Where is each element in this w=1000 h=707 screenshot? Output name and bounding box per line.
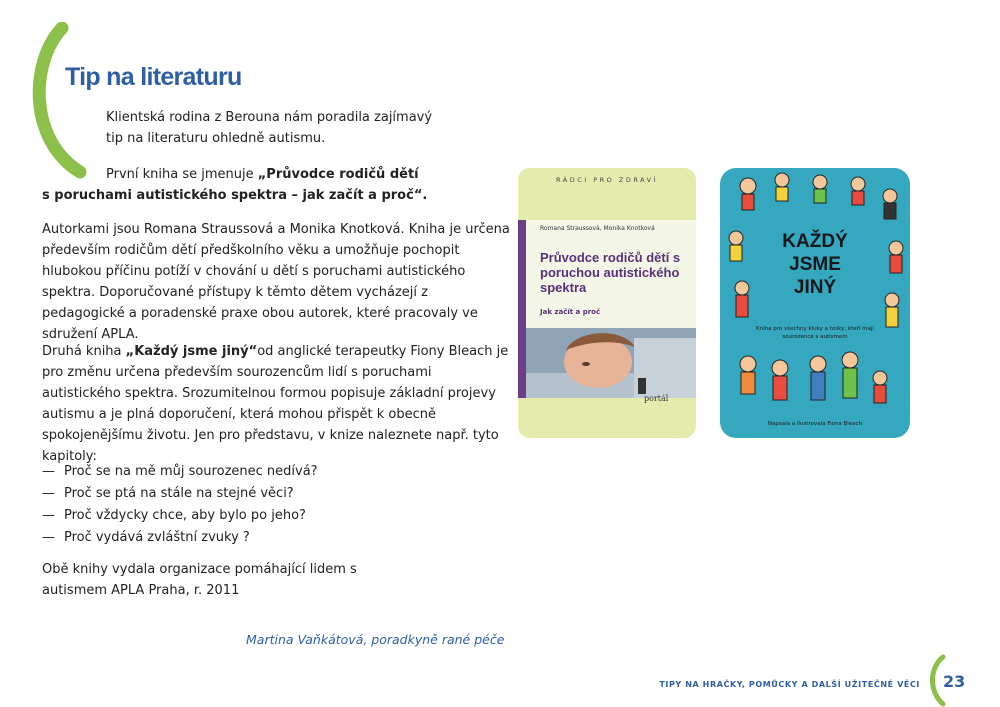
cartoon-figures-illustration — [720, 168, 910, 438]
list-dash: — — [42, 530, 55, 545]
book2-author-line: Napsala a ilustrovala Fiona Bleach — [767, 421, 863, 427]
author-signature: Martina Vaňkátová, poradkyně rané péče — [246, 632, 505, 647]
book2-title-line2: JSME — [789, 254, 841, 275]
book2-paragraph-prefix: Druhá kniha — [42, 344, 126, 359]
book1-publisher: portál — [644, 394, 669, 403]
book2-title-line3: JINÝ — [793, 277, 837, 298]
list-dash: — — [42, 508, 55, 523]
book1-sentence-line2 — [42, 185, 427, 206]
book1-cover-subtitle: Jak začít a proč — [540, 308, 601, 316]
book2-paragraph-rest: od anglické terapeutky Fiony Bleach je pro změnu určena především sourozencům lidí s poruchami autistického spektra. Srozumitelnou formou popisuje základní projevy autismu a je plná doporučení, která mohou přispět k obecně spokojenějšímu životu. Jen pro představu, v knize naleznete např. tyto kapitoly: — [42, 344, 509, 464]
book2-title: „Každý jsme jiný“ — [125, 344, 258, 359]
child-photo — [526, 328, 696, 398]
book2-cover-subtitle: Kniha pro všechny kluky a holky, kteří mají sourozence s autismem — [756, 326, 874, 340]
book1-cover — [518, 168, 696, 438]
closing-paragraph: Obě knihy vydala organizace pomáhající lidem s autismem APLA Praha, r. 2011 — [42, 562, 357, 598]
chapter-text: Proč se ptá na stále na stejné věci? — [64, 486, 294, 501]
book2-cover-title — [720, 230, 910, 299]
intro-paragraph: Klientská rodina z Berouna nám poradila zajímavý tip na literaturu ohledně autismu. — [106, 110, 433, 146]
chapter-list — [42, 461, 318, 549]
chapter-text: Proč vydává zvláštní zvuky ? — [64, 530, 250, 545]
page-number: 23 — [943, 672, 966, 691]
footer-section-title: TIPY NA HRAČKY, POMŮCKY A DALŠÍ UŽITEČNÉ VĚCI — [659, 680, 920, 689]
list-item — [42, 483, 318, 505]
book1-sentence-prefix: První kniha se jmenuje — [106, 167, 258, 182]
list-item — [42, 505, 318, 527]
book2-cover — [720, 168, 910, 438]
green-bracket-decoration — [24, 22, 94, 182]
chapter-text: Proč se na mě můj sourozenec nedívá? — [64, 464, 318, 479]
book2-title-line1: KAŽDÝ — [782, 231, 848, 252]
list-dash: — — [42, 464, 55, 479]
portal-logo-icon — [636, 378, 648, 394]
book1-sentence-line1 — [106, 164, 419, 185]
book1-series: RÁDCI PRO ZDRAVÍ — [556, 176, 658, 184]
book1-title-part1: „Průvodce rodičů dětí — [257, 167, 419, 182]
book1-cover-title: Průvodce rodičů dětí s poruchou autistického spektra — [540, 250, 681, 295]
page-title: Tip na literaturu — [65, 63, 242, 91]
list-item — [42, 461, 318, 483]
book1-sentence-suffix: . — [422, 188, 428, 203]
authors-paragraph: Autorkami jsou Romana Straussová a Monika Knotková. Kniha je určena především rodičům dětí předškolního věku a umožňuje pochopit hlubokou příčinu potíží v chování u dětí s poruchami autistického spektra. Doporučované přístupy k těmto dětem vycházejí z pedagogické a poradenské praxe obou autorek, které pracovaly ve sdružení APLA. — [42, 222, 510, 342]
list-item — [42, 527, 318, 549]
chapter-text: Proč vždycky chce, aby bylo po jeho? — [64, 508, 306, 523]
book1-purple-stripe — [518, 220, 526, 398]
book2-paragraph — [42, 341, 512, 467]
book1-title-part2: s poruchami autistického spektra – jak začít a proč“ — [42, 188, 423, 203]
book1-authors: Romana Straussová, Monika Knotková — [540, 225, 655, 232]
list-dash: — — [42, 486, 55, 501]
